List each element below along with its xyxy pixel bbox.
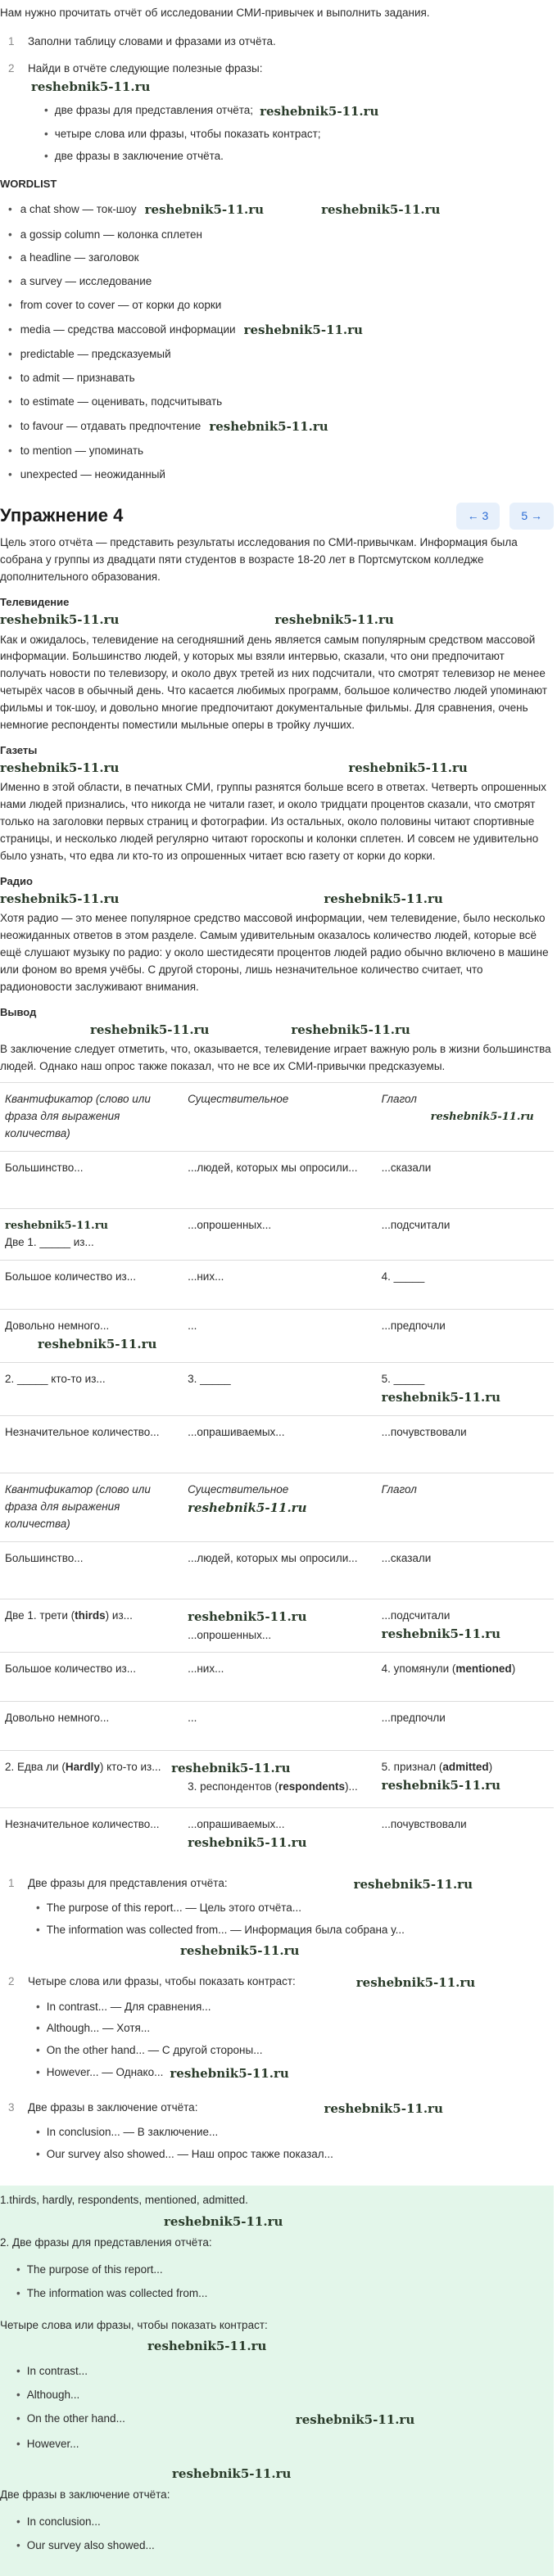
watermark: reshebnik5-11.ru bbox=[188, 1500, 307, 1516]
solution-block bbox=[0, 2186, 554, 2576]
task-list bbox=[0, 29, 554, 173]
watermark: reshebnik5-11.ru bbox=[172, 2465, 292, 2481]
watermark: reshebnik5-11.ru bbox=[0, 612, 120, 628]
table-header: Существительное reshebnik5-11.ru bbox=[183, 1473, 377, 1542]
section-heading: Вывод bbox=[0, 1006, 37, 1019]
watermark: reshebnik5-11.ru bbox=[355, 1975, 476, 1991]
wordlist-title: WORDLIST bbox=[0, 178, 57, 191]
watermark: reshebnik5-11.ru bbox=[180, 1943, 300, 1959]
watermark: reshebnik5-11.ru bbox=[90, 1022, 210, 1038]
solution-item: • Our survey also showed... bbox=[16, 2534, 549, 2558]
watermark: reshebnik5-11.ru bbox=[430, 1111, 534, 1124]
table-header-row bbox=[0, 1473, 554, 1542]
wordlist bbox=[0, 192, 554, 487]
report-intro: Цель этого отчёта — представить результаты исследования по СМИ-привычкам. Информация была собрана у группы из двадцати пяти студентов в возрасте 18-20 лет в Портсмутском колледже дополнительного образования. bbox=[0, 536, 518, 584]
watermark: reshebnik5-11.ru bbox=[381, 1626, 501, 1642]
watermark: reshebnik5-11.ru bbox=[38, 1337, 157, 1352]
intro-text: Нам нужно прочитать отчёт об исследовании СМИ-привычек и выполнить задания. bbox=[0, 7, 430, 19]
exercise-header bbox=[0, 502, 554, 530]
task-sublist bbox=[28, 97, 378, 168]
solution-heading: Четыре слова или фразы, чтобы показать контраст: bbox=[0, 2318, 268, 2331]
section-text: В заключение следует отметить, что, оказывается, телевидение играет важную роль в жизни большинства людей. Однако наш опрос также показал, что не все их СМИ-привычки предсказуемы. bbox=[0, 1043, 551, 1073]
exercise-table bbox=[0, 1082, 554, 1865]
task-text: Заполни таблицу словами и фразами из отчёта. bbox=[28, 34, 276, 47]
prev-exercise-button[interactable]: ← 3 bbox=[456, 503, 500, 530]
table-row: Большое количество из... ...них... 4. _____ bbox=[0, 1261, 554, 1310]
answer-block: 2 Четыре слова или фразы, чтобы показать контраст: reshebnik5-11.ru • In contrast... — Для сравнения... • Although... — Хотя... • On the other hand... — С другой стороны... • However... — Однако... reshebnik5-11.ru bbox=[8, 1974, 554, 2099]
answer-item: • Our survey also showed... — Наш опрос также показал... bbox=[36, 2144, 554, 2166]
watermark: reshebnik5-11.ru bbox=[209, 419, 328, 435]
task-subitem: • две фразы в заключение отчёта. bbox=[44, 146, 378, 168]
answer-item: • The information was collected from... — Информация была собрана у... bbox=[36, 1920, 554, 1942]
exercise-nav bbox=[456, 503, 554, 530]
word-item: • to favour — отдавать предпочтение reshebnik5-11.ru bbox=[8, 414, 554, 440]
section-text: Как и ожидалось, телевидение на сегодняшний день является самым популярным средством массовой информации. Большинство людей, у которых мы взяли интервью, сказали, что они предпочитают получать новости по телевизору, и около двух третей из них подсчитали, что смотрят телевизор не менее четырёх часов в обычный день. Что касается любимых программ, большое количество людей упоминают фильмы и ток-шоу, и довольно многие предпочитают документальные фильмы. Для сравнения, очень немногие респонденты поместили мыльные оперы в тройку лучших. bbox=[0, 633, 547, 732]
answer-block: 3 Две фразы в заключение отчёта: reshebnik5-11.ru • In conclusion... — В заключение... • Our survey also showed... — Наш опрос также показал... bbox=[8, 2100, 554, 2179]
section-heading: Газеты bbox=[0, 744, 38, 757]
exercise-title: Упражнение 4 bbox=[0, 505, 124, 526]
table-header: Глагол bbox=[377, 1473, 554, 1542]
section-text: Хотя радио — это менее популярное средство массовой информации, чем телевидение, было несколько неожиданных ответов в этом разделе. Самым удивительным оказалось количество людей, которые всё ещё слушают музыку по радио: у около шестидесяти процентов людей радио обычно включено в машине или фоном во время учёбы. С другой стороны, лишь незначительное количество считает, что радионовости заслуживают внимания. bbox=[0, 912, 549, 994]
watermark: reshebnik5-11.ru bbox=[353, 1876, 473, 1892]
table-row: Большое количество из... ...них... 4. упомянули (mentioned) bbox=[0, 1653, 554, 1702]
solution-heading: Две фразы в заключение отчёта: bbox=[0, 2488, 170, 2501]
word-item: • media — средства массовой информации reshebnik5-11.ru bbox=[8, 318, 554, 343]
word-item: • a headline — заголовок bbox=[8, 246, 554, 270]
table-header-row bbox=[0, 1083, 554, 1152]
watermark: reshebnik5-11.ru bbox=[295, 2411, 415, 2427]
table-row: 2. Едва ли (Hardly) кто-то из... reshebnik5-11.ru 3. респондентов (respondents)... 5. признал (admitted) reshebnik5-11.ru bbox=[0, 1751, 554, 1808]
watermark: reshebnik5-11.ru bbox=[321, 202, 441, 218]
table-header: Глагол reshebnik5-11.ru bbox=[377, 1083, 554, 1152]
solution-item: • Although... bbox=[16, 2384, 549, 2407]
watermark: reshebnik5-11.ru bbox=[291, 1022, 410, 1038]
task-number: 1 bbox=[8, 34, 15, 47]
table-row: Незначительное количество... ...опрашиваемых... ...почувствовали bbox=[0, 1416, 554, 1473]
watermark: reshebnik5-11.ru bbox=[31, 79, 151, 94]
table-header: Существительное bbox=[183, 1083, 377, 1152]
answers-list bbox=[0, 1865, 554, 2179]
watermark: reshebnik5-11.ru bbox=[0, 891, 120, 907]
solution-item: • In conclusion... bbox=[16, 2511, 549, 2534]
answer-block: 1 Две фразы для представления отчёта: reshebnik5-11.ru • The purpose of this report... — Цель этого отчёта... • The information was collected from... — Информация была собрана у... reshebnik5-11.ru bbox=[8, 1875, 554, 1974]
watermark: reshebnik5-11.ru bbox=[5, 1220, 109, 1233]
table-row: Довольно немного... ... ...предпочли bbox=[0, 1702, 554, 1751]
watermark: reshebnik5-11.ru bbox=[324, 891, 443, 907]
word-item: • predictable — предсказуемый bbox=[8, 343, 554, 367]
task-text: Найди в отчёте следующие полезные фразы: bbox=[28, 61, 263, 74]
word-item: • to mention — упоминать bbox=[8, 440, 554, 463]
solution-item: • In contrast... bbox=[16, 2360, 549, 2384]
task-item bbox=[8, 56, 554, 173]
watermark: reshebnik5-11.ru bbox=[171, 1761, 291, 1776]
watermark: reshebnik5-11.ru bbox=[381, 1778, 501, 1793]
answer-item: • On the other hand... — С другой стороны... bbox=[36, 2040, 554, 2062]
watermark: reshebnik5-11.ru bbox=[274, 612, 394, 628]
section-heading: Телевидение bbox=[0, 596, 70, 609]
watermark: reshebnik5-11.ru bbox=[144, 202, 265, 218]
solution-item: • On the other hand... reshebnik5-11.ru bbox=[16, 2407, 549, 2433]
word-item: • to admit — признавать bbox=[8, 367, 554, 390]
table-row: Довольно немного... reshebnik5-11.ru ... ...предпочли bbox=[0, 1310, 554, 1363]
next-exercise-button[interactable]: 5 → bbox=[509, 503, 554, 530]
task-subitem: • четыре слова или фразы, чтобы показать контраст; bbox=[44, 124, 378, 146]
table-row: 2. _____ кто-то из... 3. _____ 5. _____ reshebnik5-11.ru bbox=[0, 1363, 554, 1416]
answer-item: • The purpose of this report... — Цель этого отчёта... bbox=[36, 1897, 554, 1920]
table-row: Большинство... ...людей, которых мы опросили... ...сказали bbox=[0, 1542, 554, 1599]
watermark: reshebnik5-11.ru bbox=[147, 2339, 267, 2354]
word-item: • unexpected — неожиданный bbox=[8, 463, 554, 487]
watermark: reshebnik5-11.ru bbox=[260, 104, 379, 120]
watermark: reshebnik5-11.ru bbox=[0, 760, 120, 776]
table-header: Квантификатор (слово или фраза для выражения количества) bbox=[0, 1473, 183, 1542]
table-row: reshebnik5-11.ru Две 1. _____ из... ...опрошенных... ...подсчитали bbox=[0, 1209, 554, 1261]
watermark: reshebnik5-11.ru bbox=[170, 2066, 289, 2082]
watermark: reshebnik5-11.ru bbox=[381, 1390, 501, 1405]
watermark: reshebnik5-11.ru bbox=[164, 2213, 283, 2229]
table-row: Большинство... ...людей, которых мы опросили... ...сказали bbox=[0, 1152, 554, 1209]
solution-item: • However... bbox=[16, 2433, 549, 2456]
task-number: 2 bbox=[8, 61, 15, 74]
task-item bbox=[8, 29, 554, 56]
answer-item: • In conclusion... — В заключение... bbox=[36, 2122, 554, 2144]
word-item: • to estimate — оценивать, подсчитывать bbox=[8, 390, 554, 414]
watermark: reshebnik5-11.ru bbox=[324, 2100, 443, 2116]
solution-item: • The information was collected from... bbox=[16, 2282, 549, 2306]
task-subitem: • две фразы для представления отчёта; reshebnik5-11.ru bbox=[44, 100, 378, 124]
watermark: reshebnik5-11.ru bbox=[243, 323, 363, 338]
table-row: Незначительное количество... ...опрашиваемых... reshebnik5-11.ru ...почувствовали bbox=[0, 1808, 554, 1865]
word-item: • a chat show — ток-шоу reshebnik5-11.ru reshebnik5-11.ru bbox=[8, 197, 554, 223]
watermark: reshebnik5-11.ru bbox=[348, 760, 468, 776]
section-text: Именно в этой области, в печатных СМИ, группы разнятся больше всего в ответах. Четверть опрошенных нами людей признались, что никогда не читали газет, и около тридцати процентов сказали, что смотрят только на заголовки первых страниц и фотографии. Из остальных, около половины читают спортивные страницы, и несколько людей регулярно читают гороскопы и колонки сплетен. И совсем не удивительно было узнать, что едва ли кто-то из опрошенных читает всю газету от корки до корки. bbox=[0, 781, 546, 863]
table-header: Квантификатор (слово или фраза для выражения количества) bbox=[0, 1083, 183, 1152]
section-heading: Радио bbox=[0, 875, 33, 888]
answer-item: • However... — Однако... reshebnik5-11.ru bbox=[36, 2062, 554, 2086]
answer-item: • In contrast... — Для сравнения... bbox=[36, 1996, 554, 2019]
word-item: • a survey — исследование bbox=[8, 270, 554, 294]
solution-item: • The purpose of this report... bbox=[16, 2258, 549, 2282]
watermark: reshebnik5-11.ru bbox=[188, 1835, 307, 1851]
answer-item: • Although... — Хотя... bbox=[36, 2018, 554, 2040]
solution-line: 1.thirds, hardly, respondents, mentioned, admitted. bbox=[0, 2193, 248, 2206]
word-item: • from cover to cover — от корки до корки bbox=[8, 294, 554, 318]
watermark: reshebnik5-11.ru bbox=[188, 1609, 307, 1625]
solution-heading: 2. Две фразы для представления отчёта: bbox=[0, 2235, 212, 2249]
table-row: Две 1. трети (thirds) из... reshebnik5-11.ru ...опрошенных... ...подсчитали reshebnik5-11.ru bbox=[0, 1599, 554, 1653]
word-item: • a gossip column — колонка сплетен bbox=[8, 223, 554, 247]
